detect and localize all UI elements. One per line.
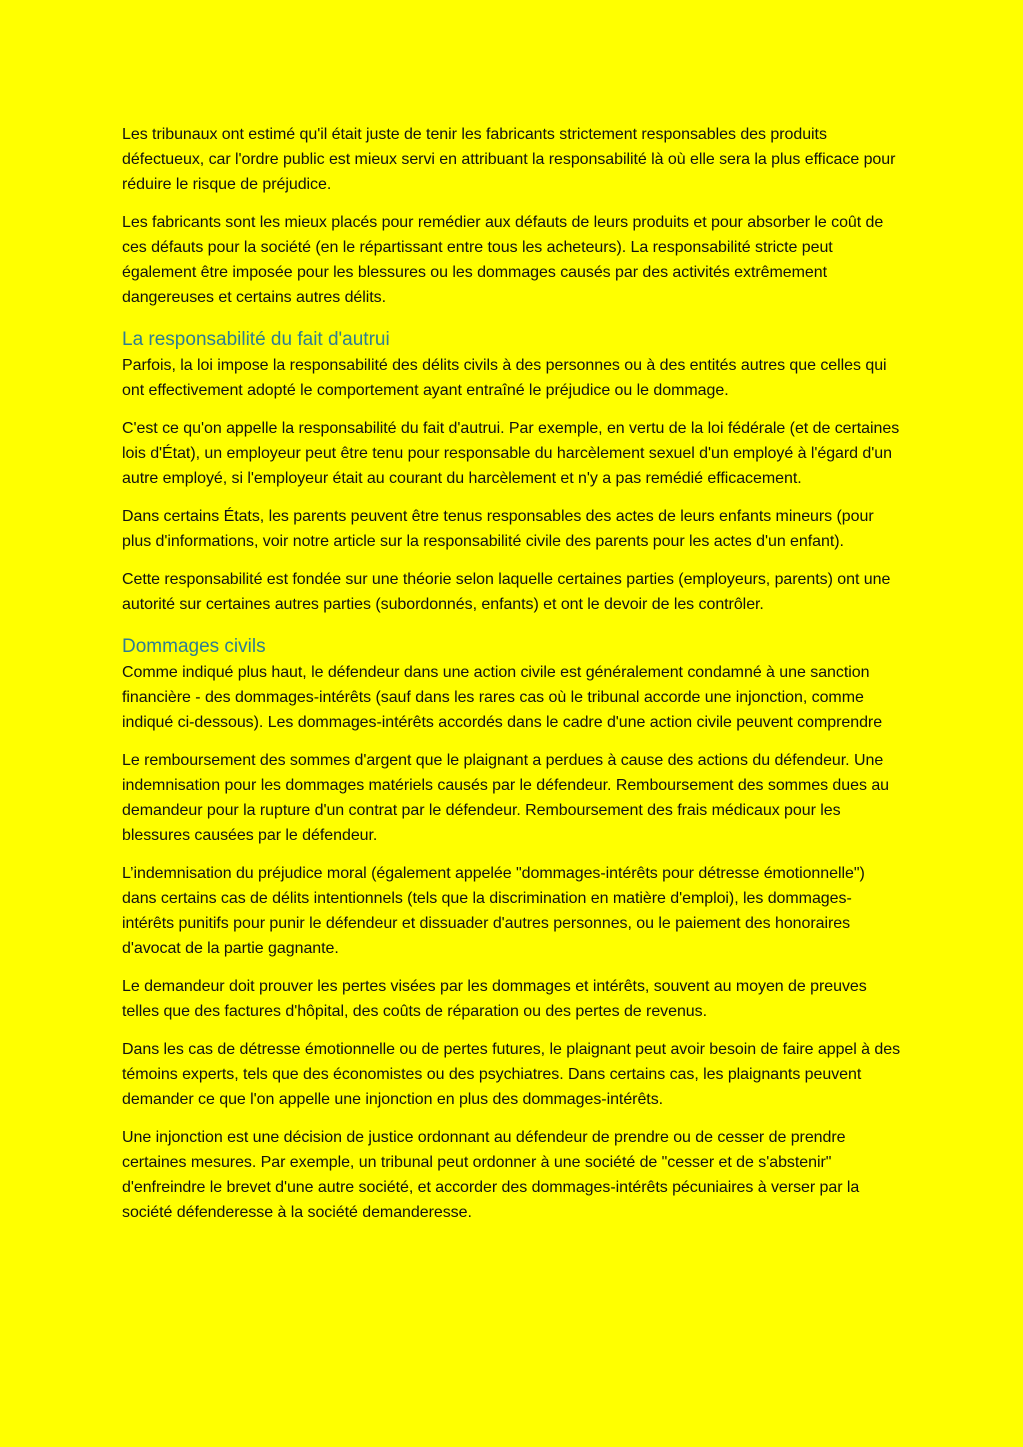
section-1-paragraph-1: Parfois, la loi impose la responsabilité des délits civils à des personnes ou à des entités autres que celles qui ont effectivement adopté le comportement ayant entraîné le préjudice ou le dommage. [122, 357, 887, 399]
section-2-paragraph-1: Comme indiqué plus haut, le défendeur dans une action civile est généralement condamné à une sanction financière - des dommages-intérêts (sauf dans les rares cas où le tribunal accorde une injonction, comme indiqué ci-dessous). Les dommages-intérêts accordés dans le cadre d'une action civile peuvent comprendre [122, 664, 883, 731]
section-2-paragraph-3: L’indemnisation du préjudice moral (également appelée "dommages-intérêts pour détresse émotionnelle") dans certains cas de délits intentionnels (tels que la discrimination en matière d'emploi), les dommages-intérêts punitifs pour punir le défendeur et dissuader d'autres personnes, ou le paiement des honoraires d'avocat de la partie gagnante. [122, 865, 865, 957]
intro-paragraph-1: Les tribunaux ont estimé qu'il était juste de tenir les fabricants strictement responsables des produits défectueux, car l'ordre public est mieux servi en attribuant la responsabilité là où elle sera la plus efficace pour réduire le risque de préjudice. [122, 126, 896, 193]
section-2-paragraph-6: Une injonction est une décision de justice ordonnant au défendeur de prendre ou de cesser de prendre certaines mesures. Par exemple, un tribunal peut ordonner à une société de "cesser et de s'abstenir" d'enfreindre le brevet d'une autre société, et accorder des dommages-intérêts pécuniaires à verser par la société défenderesse à la société demanderesse. [122, 1129, 860, 1221]
section-vicarious-liability [122, 328, 902, 617]
section-civil-damages [122, 635, 902, 1225]
section-2-paragraph-4: Le demandeur doit prouver les pertes visées par les dommages et intérêts, souvent au moyen de preuves telles que des factures d'hôpital, des coûts de réparation ou des pertes de revenus. [122, 978, 867, 1020]
section-2-paragraph-5: Dans les cas de détresse émotionnelle ou de pertes futures, le plaignant peut avoir besoin de faire appel à des témoins experts, tels que des économistes ou des psychiatres. Dans certains cas, les plaignants peuvent demander ce que l'on appelle une injonction en plus des dommages-intérêts. [122, 1041, 901, 1108]
document-body [122, 122, 902, 1225]
section-1-paragraph-2: C'est ce qu'on appelle la responsabilité du fait d'autrui. Par exemple, en vertu de la loi fédérale (et de certaines lois d'État), un employeur peut être tenu pour responsable du harcèlement sexuel d'un employé à l'égard d'un autre employé, si l'employeur était au courant du harcèlement et n'y a pas remédié efficacement. [122, 420, 900, 487]
section-2-paragraph-2: Le remboursement des sommes d'argent que le plaignant a perdues à cause des actions du défendeur. Une indemnisation pour les dommages matériels causés par le défendeur. Remboursement des sommes dues au demandeur pour la rupture d'un contrat par le défendeur. Remboursement des frais médicaux pour les blessures causées par le défendeur. [122, 752, 890, 844]
section-1-paragraph-3: Dans certains États, les parents peuvent être tenus responsables des actes de leurs enfants mineurs (pour plus d'informations, voir notre article sur la responsabilité civile des parents pour les actes d'un enfant). [122, 508, 874, 550]
intro-paragraph-2: Les fabricants sont les mieux placés pour remédier aux défauts de leurs produits et pour absorber le coût de ces défauts pour la société (en le répartissant entre tous les acheteurs). La responsabilité stricte peut également être imposée pour les blessures ou les dommages causés par des activités extrêmement dangereuses et certains autres délits. [122, 214, 884, 306]
section-heading-vicarious-liability: La responsabilité du fait d'autrui [122, 329, 390, 350]
section-1-paragraph-4: Cette responsabilité est fondée sur une théorie selon laquelle certaines parties (employeurs, parents) ont une autorité sur certaines autres parties (subordonnés, enfants) et ont le devoir de les contrôler. [122, 571, 891, 613]
section-heading-civil-damages: Dommages civils [122, 636, 266, 657]
